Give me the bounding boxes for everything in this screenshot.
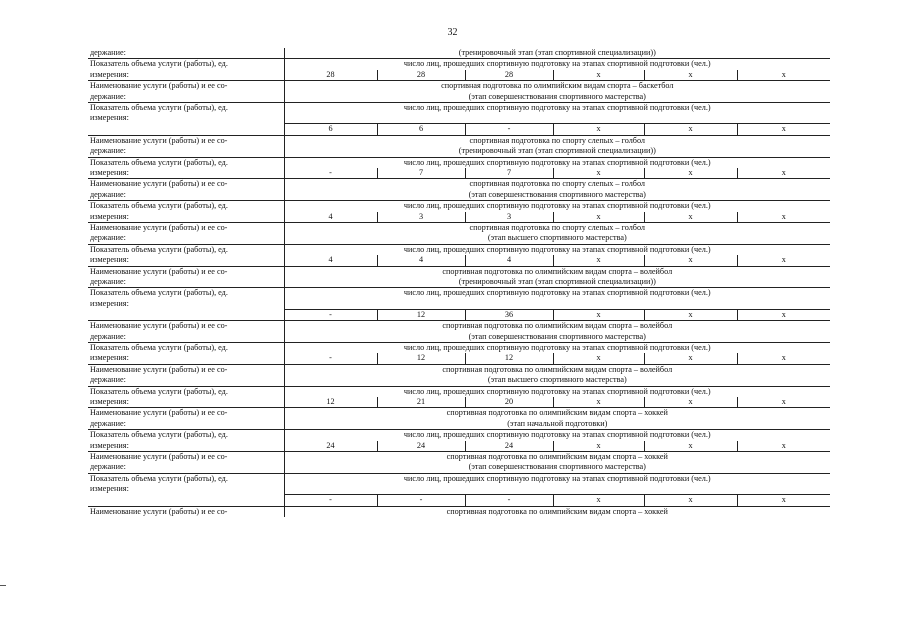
table-row bbox=[88, 408, 830, 419]
service-description: спортивная подготовка по олимпийским видам спорта – баскетбол bbox=[284, 81, 830, 92]
value-cell: 12 bbox=[377, 309, 465, 320]
table-row bbox=[88, 255, 830, 266]
row-label: Наименование услуги (работы) и ее со- bbox=[88, 321, 284, 332]
service-description: (тренировочный этап (этап спортивной специализации)) bbox=[458, 48, 656, 57]
value-cell: 7 bbox=[377, 168, 465, 179]
table-row bbox=[88, 190, 830, 201]
table-row bbox=[88, 473, 830, 484]
table-row bbox=[88, 397, 830, 408]
value-cell: - bbox=[284, 309, 377, 320]
value-cell: 20 bbox=[465, 397, 553, 408]
value-cell: 6 bbox=[284, 124, 377, 135]
row-label: Показатель объема услуги (работы), ед. bbox=[88, 201, 284, 212]
table-row bbox=[88, 103, 830, 114]
row-label bbox=[88, 124, 284, 135]
table-row bbox=[88, 277, 830, 288]
row-label: Наименование услуги (работы) и ее со- bbox=[88, 266, 284, 277]
service-description: спортивная подготовка по олимпийским видам спорта – волейбол bbox=[284, 266, 830, 277]
value-cell: х bbox=[553, 168, 644, 179]
service-description: число лиц, прошедших спортивную подготовку на этапах спортивной подготовки (чел.) bbox=[284, 59, 830, 70]
value-cell: х bbox=[737, 124, 830, 135]
table-row bbox=[88, 375, 830, 386]
value-cell: х bbox=[553, 255, 644, 266]
table-row bbox=[88, 430, 830, 441]
service-description: число лиц, прошедших спортивную подготовку на этапах спортивной подготовки (чел.) bbox=[284, 342, 830, 353]
margin-mark bbox=[0, 585, 6, 586]
value-cell: 4 bbox=[377, 255, 465, 266]
value-cell: х bbox=[644, 255, 737, 266]
row-label: держание: bbox=[88, 190, 284, 201]
row-label: Наименование услуги (работы) и ее со- bbox=[88, 135, 284, 146]
table-row bbox=[88, 266, 830, 277]
value-cell: х bbox=[644, 168, 737, 179]
table-row bbox=[88, 168, 830, 179]
service-description: спортивная подготовка по олимпийским видам спорта – хоккей bbox=[284, 452, 830, 463]
value-cell: х bbox=[737, 441, 830, 452]
row-label: держание: bbox=[88, 233, 284, 244]
value-cell: 12 bbox=[284, 397, 377, 408]
value-cell: х bbox=[644, 212, 737, 223]
table-row bbox=[88, 332, 830, 343]
value-cell: 12 bbox=[377, 353, 465, 364]
table-row bbox=[88, 309, 830, 320]
service-description: спортивная подготовка по олимпийским видам спорта – волейбол bbox=[284, 364, 830, 375]
row-label: измерения: bbox=[88, 255, 284, 266]
value-cell: 21 bbox=[377, 397, 465, 408]
value-cell: - bbox=[465, 124, 553, 135]
row-label: держание: bbox=[88, 332, 284, 343]
row-label: измерения: bbox=[88, 299, 284, 309]
value-cell: х bbox=[553, 70, 644, 81]
row-label: держание: bbox=[88, 277, 284, 288]
value-cell: 24 bbox=[284, 441, 377, 452]
value-cell: х bbox=[553, 397, 644, 408]
row-label: измерения: bbox=[88, 441, 284, 452]
row-label: Показатель объема услуги (работы), ед. bbox=[88, 342, 284, 353]
spacer-cell bbox=[284, 299, 830, 309]
spacer-cell bbox=[284, 113, 830, 123]
table-row bbox=[88, 299, 830, 309]
value-cell: 28 bbox=[284, 70, 377, 81]
service-description: (тренировочный этап (этап спортивной специализации)) bbox=[458, 146, 656, 156]
service-description: число лиц, прошедших спортивную подготовку на этапах спортивной подготовки (чел.) bbox=[284, 430, 830, 441]
row-label: Наименование услуги (работы) и ее со- bbox=[88, 81, 284, 92]
table-row bbox=[88, 201, 830, 212]
value-cell: - bbox=[377, 495, 465, 506]
service-description: число лиц, прошедших спортивную подготовку на этапах спортивной подготовки (чел.) bbox=[284, 157, 830, 168]
value-cell: - bbox=[465, 495, 553, 506]
value-cell: 36 bbox=[465, 309, 553, 320]
service-description: (этап совершенствования спортивного мастерства) bbox=[468, 331, 646, 341]
value-cell: 28 bbox=[465, 70, 553, 81]
table-row bbox=[88, 223, 830, 234]
table-row bbox=[88, 113, 830, 123]
table-row bbox=[88, 441, 830, 452]
value-cell: х bbox=[644, 441, 737, 452]
row-label: измерения: bbox=[88, 212, 284, 223]
table-row bbox=[88, 212, 830, 223]
value-cell: х bbox=[737, 168, 830, 179]
table-row bbox=[88, 48, 830, 59]
row-label: Наименование услуги (работы) и ее со- bbox=[88, 179, 284, 190]
value-cell: 3 bbox=[377, 212, 465, 223]
table-row bbox=[88, 342, 830, 353]
service-description: число лиц, прошедших спортивную подготовку на этапах спортивной подготовки (чел.) bbox=[284, 473, 830, 484]
table-row bbox=[88, 386, 830, 397]
row-label: Наименование услуги (работы) и ее со- bbox=[88, 506, 284, 517]
table-row bbox=[88, 81, 830, 92]
table-row bbox=[88, 321, 830, 332]
value-cell: - bbox=[284, 168, 377, 179]
table-row bbox=[88, 452, 830, 463]
value-cell: 7 bbox=[465, 168, 553, 179]
table-row bbox=[88, 135, 830, 146]
row-label: держание: bbox=[88, 462, 284, 473]
table-row bbox=[88, 233, 830, 244]
row-label: измерения: bbox=[88, 70, 284, 81]
table-row bbox=[88, 124, 830, 135]
row-label: держание: bbox=[88, 92, 284, 103]
row-label: измерения: bbox=[88, 168, 284, 179]
value-cell: х bbox=[644, 309, 737, 320]
row-label bbox=[88, 309, 284, 320]
row-label: измерения: bbox=[88, 484, 284, 494]
table-row bbox=[88, 495, 830, 506]
row-label: Наименование услуги (работы) и ее со- bbox=[88, 452, 284, 463]
value-cell: х bbox=[644, 70, 737, 81]
row-label: Показатель объема услуги (работы), ед. bbox=[88, 157, 284, 168]
value-cell: х bbox=[644, 124, 737, 135]
row-label: Показатель объема услуги (работы), ед. bbox=[88, 244, 284, 255]
row-label: держание: bbox=[88, 419, 284, 430]
value-cell: 4 bbox=[284, 255, 377, 266]
table-row bbox=[88, 70, 830, 81]
row-label: Показатель объема услуги (работы), ед. bbox=[88, 386, 284, 397]
row-label: Наименование услуги (работы) и ее со- bbox=[88, 223, 284, 234]
service-description: число лиц, прошедших спортивную подготовку на этапах спортивной подготовки (чел.) bbox=[284, 386, 830, 397]
table-row bbox=[88, 364, 830, 375]
row-label: Показатель объема услуги (работы), ед. bbox=[88, 288, 284, 299]
services-table bbox=[88, 48, 830, 517]
table-row bbox=[88, 419, 830, 430]
value-cell: х bbox=[553, 353, 644, 364]
table-row bbox=[88, 92, 830, 103]
service-description: (этап начальной подготовки) bbox=[507, 418, 608, 428]
service-description: число лиц, прошедших спортивную подготовку на этапах спортивной подготовки (чел.) bbox=[284, 103, 830, 114]
service-description: число лиц, прошедших спортивную подготовку на этапах спортивной подготовки (чел.) bbox=[284, 201, 830, 212]
table-row bbox=[88, 484, 830, 494]
service-description: спортивная подготовка по спорту слепых – голбол bbox=[284, 179, 830, 190]
table-row bbox=[88, 179, 830, 190]
service-description: число лиц, прошедших спортивную подготовку на этапах спортивной подготовки (чел.) bbox=[284, 288, 830, 299]
table-row bbox=[88, 146, 830, 157]
value-cell: х bbox=[553, 124, 644, 135]
value-cell: 24 bbox=[377, 441, 465, 452]
row-label: Показатель объема услуги (работы), ед. bbox=[88, 430, 284, 441]
value-cell: 3 bbox=[465, 212, 553, 223]
value-cell: х bbox=[737, 495, 830, 506]
row-label: измерения: bbox=[88, 353, 284, 364]
value-cell: х bbox=[553, 495, 644, 506]
page-number: 32 bbox=[447, 27, 458, 38]
service-description: (этап совершенствования спортивного мастерства) bbox=[468, 91, 646, 101]
row-label: держание: bbox=[88, 146, 284, 157]
value-cell: - bbox=[284, 353, 377, 364]
row-label bbox=[88, 495, 284, 506]
row-label: Показатель объема услуги (работы), ед. bbox=[88, 103, 284, 114]
value-cell: - bbox=[284, 495, 377, 506]
table-row bbox=[88, 244, 830, 255]
table-row bbox=[88, 353, 830, 364]
value-cell: х bbox=[737, 212, 830, 223]
value-cell: х bbox=[553, 441, 644, 452]
value-cell: х bbox=[553, 309, 644, 320]
table-row bbox=[88, 506, 830, 517]
service-description: спортивная подготовка по спорту слепых – голбол bbox=[284, 223, 830, 234]
service-description: (этап высшего спортивного мастерства) bbox=[487, 375, 627, 385]
row-label: держание: bbox=[88, 48, 284, 59]
service-description: спортивная подготовка по олимпийским видам спорта – хоккей bbox=[284, 506, 830, 517]
value-cell: 28 bbox=[377, 70, 465, 81]
row-label: Показатель объема услуги (работы), ед. bbox=[88, 59, 284, 70]
service-description: (этап совершенствования спортивного мастерства) bbox=[468, 189, 646, 199]
value-cell: х bbox=[737, 353, 830, 364]
service-description: (этап совершенствования спортивного мастерства) bbox=[468, 462, 646, 472]
value-cell: 12 bbox=[465, 353, 553, 364]
row-label: измерения: bbox=[88, 113, 284, 123]
table-row bbox=[88, 462, 830, 473]
value-cell: х bbox=[644, 495, 737, 506]
table-row bbox=[88, 288, 830, 299]
value-cell: х bbox=[553, 212, 644, 223]
value-cell: 4 bbox=[284, 212, 377, 223]
service-description: спортивная подготовка по олимпийским видам спорта – хоккей bbox=[284, 408, 830, 419]
value-cell: 4 bbox=[465, 255, 553, 266]
value-cell: х bbox=[737, 70, 830, 81]
spacer-cell bbox=[284, 484, 830, 494]
row-label: держание: bbox=[88, 375, 284, 386]
table-row bbox=[88, 59, 830, 70]
table-row bbox=[88, 157, 830, 168]
row-label: Наименование услуги (работы) и ее со- bbox=[88, 364, 284, 375]
service-description: спортивная подготовка по олимпийским видам спорта – волейбол bbox=[284, 321, 830, 332]
value-cell: х bbox=[737, 397, 830, 408]
row-label: Показатель объема услуги (работы), ед. bbox=[88, 473, 284, 484]
value-cell: х bbox=[737, 309, 830, 320]
value-cell: х bbox=[644, 397, 737, 408]
service-description: спортивная подготовка по спорту слепых – голбол bbox=[284, 135, 830, 146]
row-label: Наименование услуги (работы) и ее со- bbox=[88, 408, 284, 419]
service-description: (тренировочный этап (этап спортивной специализации)) bbox=[458, 277, 656, 287]
value-cell: х bbox=[737, 255, 830, 266]
value-cell: 6 bbox=[377, 124, 465, 135]
service-description: число лиц, прошедших спортивную подготовку на этапах спортивной подготовки (чел.) bbox=[284, 244, 830, 255]
value-cell: х bbox=[644, 353, 737, 364]
row-label: измерения: bbox=[88, 397, 284, 408]
value-cell: 24 bbox=[465, 441, 553, 452]
service-description: (этап высшего спортивного мастерства) bbox=[487, 233, 627, 243]
